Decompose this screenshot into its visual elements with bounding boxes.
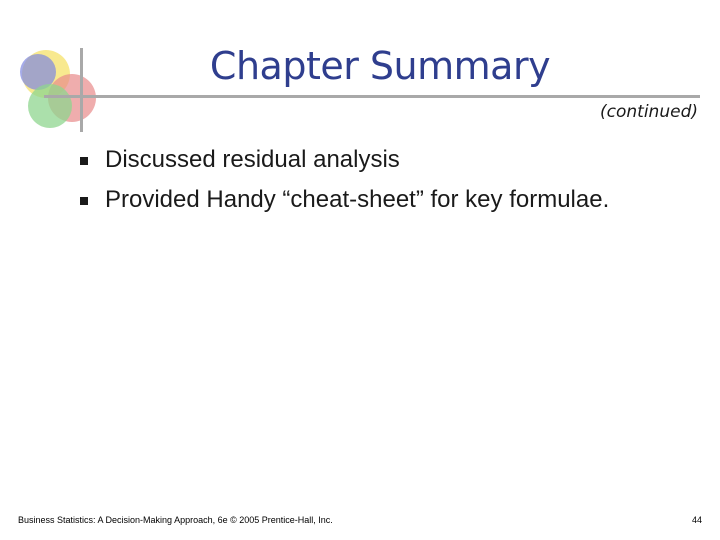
- horizontal-rule: [44, 95, 700, 98]
- slide-subtitle: (continued): [600, 102, 698, 122]
- vertical-rule: [80, 48, 83, 132]
- square-bullet-icon: [80, 157, 88, 165]
- decorative-circles-logo-icon: [8, 42, 104, 138]
- bullet-text: Discussed residual analysis: [105, 146, 400, 173]
- bullet-list: [80, 146, 640, 214]
- page-number: 44: [691, 515, 702, 525]
- footer-source: Business Statistics: A Decision-Making Approach, 6e © 2005 Prentice-Hall, Inc.: [18, 515, 333, 525]
- bullet-text: Provided Handy “cheat-sheet” for key formulae.: [105, 186, 610, 213]
- bullet-item: [80, 146, 640, 174]
- slide-title: Chapter Summary: [209, 44, 551, 88]
- square-bullet-icon: [80, 197, 88, 205]
- bullet-item: [80, 186, 640, 214]
